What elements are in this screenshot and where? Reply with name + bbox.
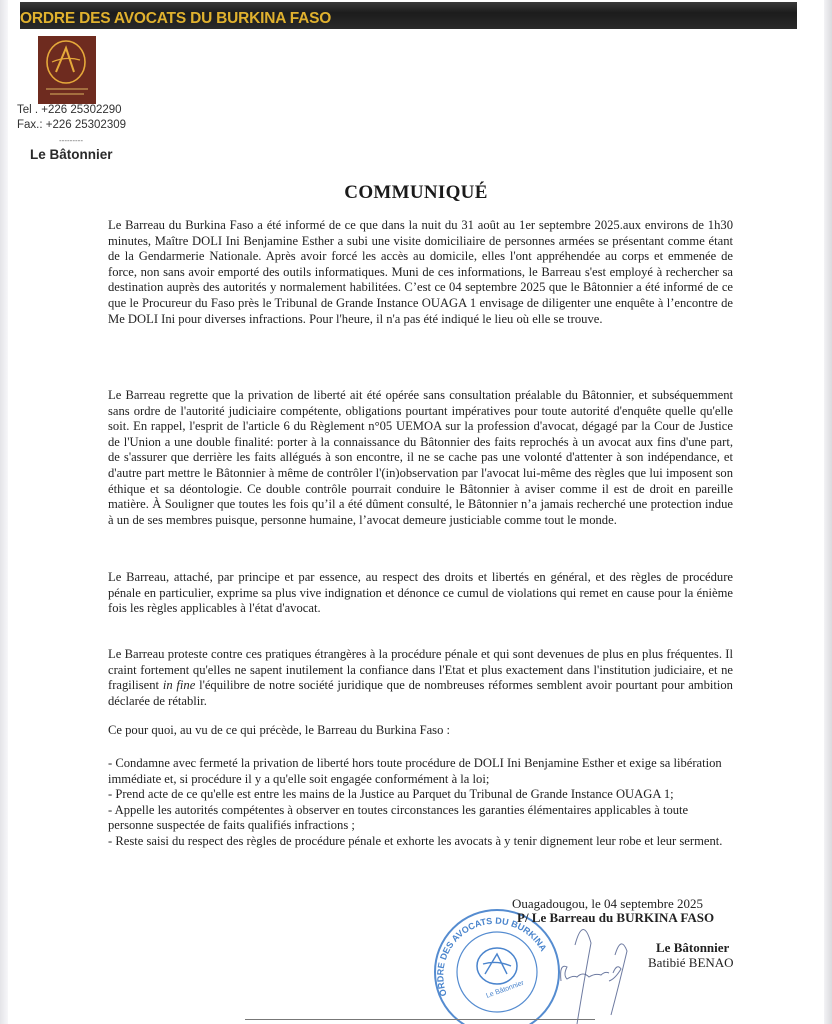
paragraph-protest-end: l'équilibre de notre société juridique que de nombreuses réformes semblent avoir pourtant pour ambition déclarée de rétablir.: [108, 678, 733, 708]
organization-name: ORDRE DES AVOCATS DU BURKINA FASO: [20, 10, 332, 27]
signatory-name: Batibié BENAO: [648, 955, 734, 970]
paragraph-regret: Le Barreau regrette que la privation de liberté ait été opérée sans consultation préalable du Bâtonnier, et subséquemment sans ordre de l'autorité judiciaire compétente, obligations pourtant impératives pour toute autorité d'enquête quelle qu'elle soit. En rappel, l'esprit de l'article 6 du Règlement n°05 UEMOA sur la profession d'avocat, dégagé par la Cour de Justice de l'Union a une double finalité: porter à la connaissance du Bâtonnier des faits reprochés à un avocat aux fins d'une part, de s'assurer que derrière les faits allégués à son encontre, il ne se cache pas une volonté d'attenter à son indépendance, et d'autre part mettre le Bâtonnier à même de contrôler l'(in)observation par l'avocat lui-même des règles que lui imposent son éthique et sa déontologie. Ce double contrôle pourrait conduire le Bâtonnier à aviser comme il est de droit en pareille matière. À Souligner que toutes les fois qu’il a été dûment consulté, le Bâtonnier n’a jamais recherché une protection indue à un de ses membres puisque, personne humaine, l’avocat demeure justiciable comme tout le monde.: [108, 388, 733, 527]
logo-mark-icon: [38, 36, 96, 104]
signatory-title: Le Bâtonnier: [656, 940, 730, 955]
header-separator: ---------: [59, 136, 83, 145]
resolution-item: - Appelle les autorités compétentes à observer en toutes circonstances les garanties élémentaires applicables à toute personne suspectée de faits qualifiés infractions ;: [108, 802, 689, 833]
paragraph-conclusion-intro: Ce pour quoi, au vu de ce qui précède, le Barreau du Burkina Faso :: [108, 723, 451, 737]
fax-number: Fax.: +226 25302309: [17, 119, 127, 131]
stamp-inner-text: Le Bâtonnier: [485, 979, 525, 1000]
resolution-item: - Condamne avec fermeté la privation de liberté hors toute procédure de DOLI Ini Benjamine Esther et exige sa libération immédiate et, si procédure il y a qu'elle soit engagée conformément à la loi;: [108, 756, 722, 786]
paragraph-protest-italic: in fine: [162, 678, 196, 693]
bar-association-logo: [38, 36, 96, 104]
paragraph-incident: Le Barreau du Burkina Faso a été informé de ce que dans la nuit du 31 août au 1er septembre 2025.aux environs de 1h30 minutes, Maître DOLI Ini Benjamine Esther a subi une visite domiciliaire de personnes armées se présentant comme étant de la Gendarmerie Nationale. Après avoir forcé les accès au domicile, elles l'ont appréhendée au corps et emmenée de force, non sans avoir emporté des outils informatiques. Muni de ces informations, le Barreau s'est employé à rechercher sa destination auprès des autorités y normalement habilitées. C’est ce 04 septembre 2025 que le Bâtonnier a été informé de ce que le Procureur du Faso près le Tribunal de Grande Instance OUAGA 1 envisage de diligenter une enquête à l’encontre de Me DOLI Ini pour diverses infractions. Pour l'heure, il n'a pas été indiqué le lieu où elle se trouve.: [108, 218, 733, 326]
paragraph-protest-start: Le Barreau proteste contre ces pratiques étrangères à la procédure pénale et qui sont devenues de plus en plus fréquentes. Il craint fortement qu'elles ne sapent inutilement la confiance dans l'Etat et plus exactement dans l'institution judiciaire, et ne fragilisent: [108, 647, 733, 693]
footer-rule: [245, 1019, 595, 1020]
resolution-item: - Reste saisi du respect des règles de procédure pénale et exhorte les avocats à y tenir dignement leur robe et leur serment.: [108, 833, 723, 848]
page-edge-right: [824, 0, 832, 1024]
paragraph-protest: [108, 647, 733, 709]
document-title: COMMUNIQUÉ: [344, 182, 488, 203]
handwritten-signature: [555, 915, 655, 1024]
resolution-list: [108, 756, 733, 850]
paragraph-indignation: Le Barreau, attaché, par principe et par essence, au respect des droits et libertés en général, et des règles de procédure pénale en particulier, exprime sa plus vive indignation et dénonce ce cumul de violations qui remet en cause pour la énième fois les règles applicables à l'état d'avocat.: [108, 570, 733, 616]
telephone-number: Tel . +226 25302290: [17, 104, 122, 116]
place-and-date: Ouagadougou, le 04 septembre 2025: [512, 896, 703, 911]
signatory-organization: P/ Le Barreau du BURKINA FASO: [517, 910, 715, 925]
page-edge-left: [0, 0, 8, 1024]
resolution-item: - Prend acte de ce qu'elle est entre les mains de la Justice au Parquet du Tribunal de Grande Instance OUAGA 1;: [108, 787, 674, 802]
stamp-text: ORDRE DES AVOCATS DU BURKINA: [435, 915, 549, 998]
sender-title: Le Bâtonnier: [30, 147, 113, 162]
